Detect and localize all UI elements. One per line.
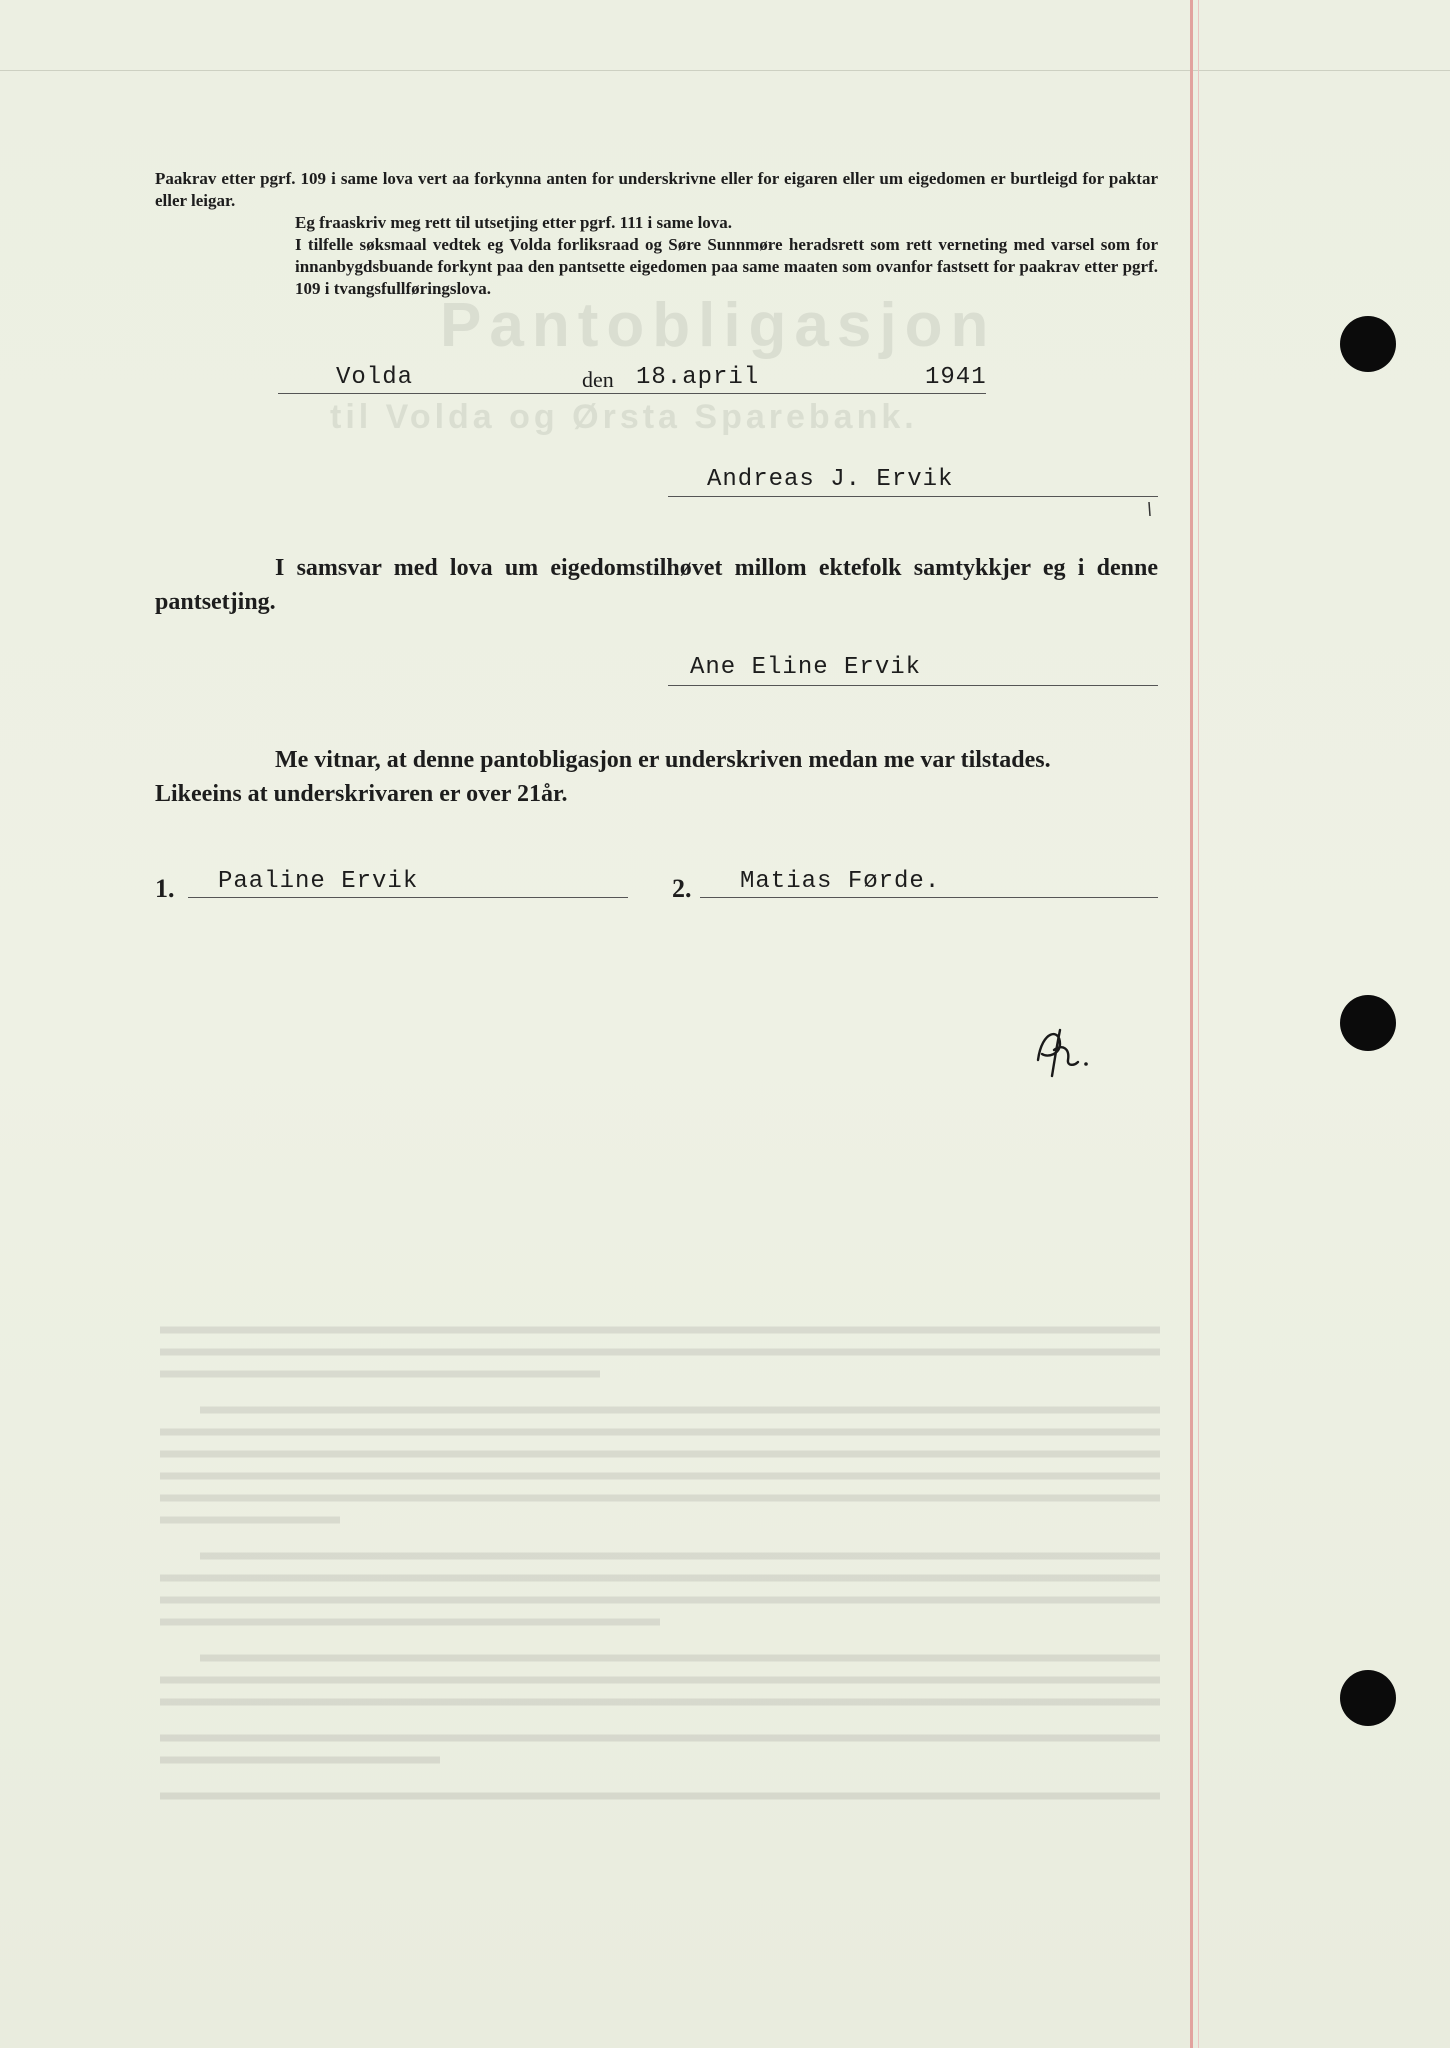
consent-paragraph [155, 551, 1158, 619]
witness-1-name: Paaline Ervik [218, 868, 419, 895]
ink-mark [1145, 500, 1155, 520]
witness-text-line-2: Likeeins at underskrivaren er over 21 [155, 781, 541, 807]
witness-1-number: 1. [155, 874, 175, 903]
spouse-signature-rule [668, 685, 1158, 686]
witness-1-rule [188, 897, 628, 898]
witness-text-line-3: år. [541, 781, 568, 807]
margin-rule-secondary [1198, 0, 1199, 2048]
top-edge-line [0, 70, 1450, 71]
signature-rule [668, 496, 1158, 497]
bleed-through-subheading: til Volda og Ørsta Sparebank. [330, 398, 918, 436]
signature-spouse: Ane Eline Ervik [690, 654, 922, 681]
handwritten-initials [1030, 1020, 1110, 1080]
punch-hole [1340, 316, 1396, 372]
witness-text-line-1: Me vitnar, at denne pantobligasjon er underskriven medan me var tilstades. [275, 747, 1051, 773]
punch-hole [1340, 995, 1396, 1051]
date-year: 1941 [925, 364, 987, 391]
clause-fraaskriv: Eg fraaskriv meg rett til utsetjing etter pgrf. 111 i same lova. [295, 213, 733, 232]
witness-2-name: Matias Førde. [740, 868, 941, 895]
margin-rule [1190, 0, 1193, 2048]
witness-2-rule [700, 897, 1158, 898]
date-place: Volda [336, 364, 414, 391]
date-den-label: den [582, 367, 614, 392]
bleed-through-lines [140, 1320, 1180, 1840]
signature-main: Andreas J. Ervik [707, 466, 954, 493]
clause-soksmaal: I tilfelle søksmaal vedtek eg Volda forliksraad og Søre Sunnmøre heradsrett som rett verneting med varsel som for innanbygdsbuande forkynt paa den pantsette eigedomen paa same maaten som ovanfor fastsett for paakrav etter pgrf. 109 i tvangsfullføringslova. [295, 235, 1158, 298]
consent-text: I samsvar med lova um eigedomstilhøvet millom ektefolk samtykkjer eg i denne pantsetjing. [155, 555, 1158, 615]
bleed-through-text [140, 1320, 1180, 1840]
witness-statement [155, 743, 1158, 811]
punch-hole [1340, 1670, 1396, 1726]
date-value: 18.april [636, 364, 760, 391]
clause-paragraphs [155, 168, 1158, 300]
witness-2-number: 2. [672, 874, 692, 903]
bleed-through-heading: Pantobligasjon [440, 291, 997, 360]
clause-paakrav: Paakrav etter pgrf. 109 i same lova vert aa forkynna anten for underskrivne eller for eigaren eller um eigedomen er burtleigd for paktar eller leigar. [155, 169, 1158, 210]
date-rule [278, 393, 986, 394]
